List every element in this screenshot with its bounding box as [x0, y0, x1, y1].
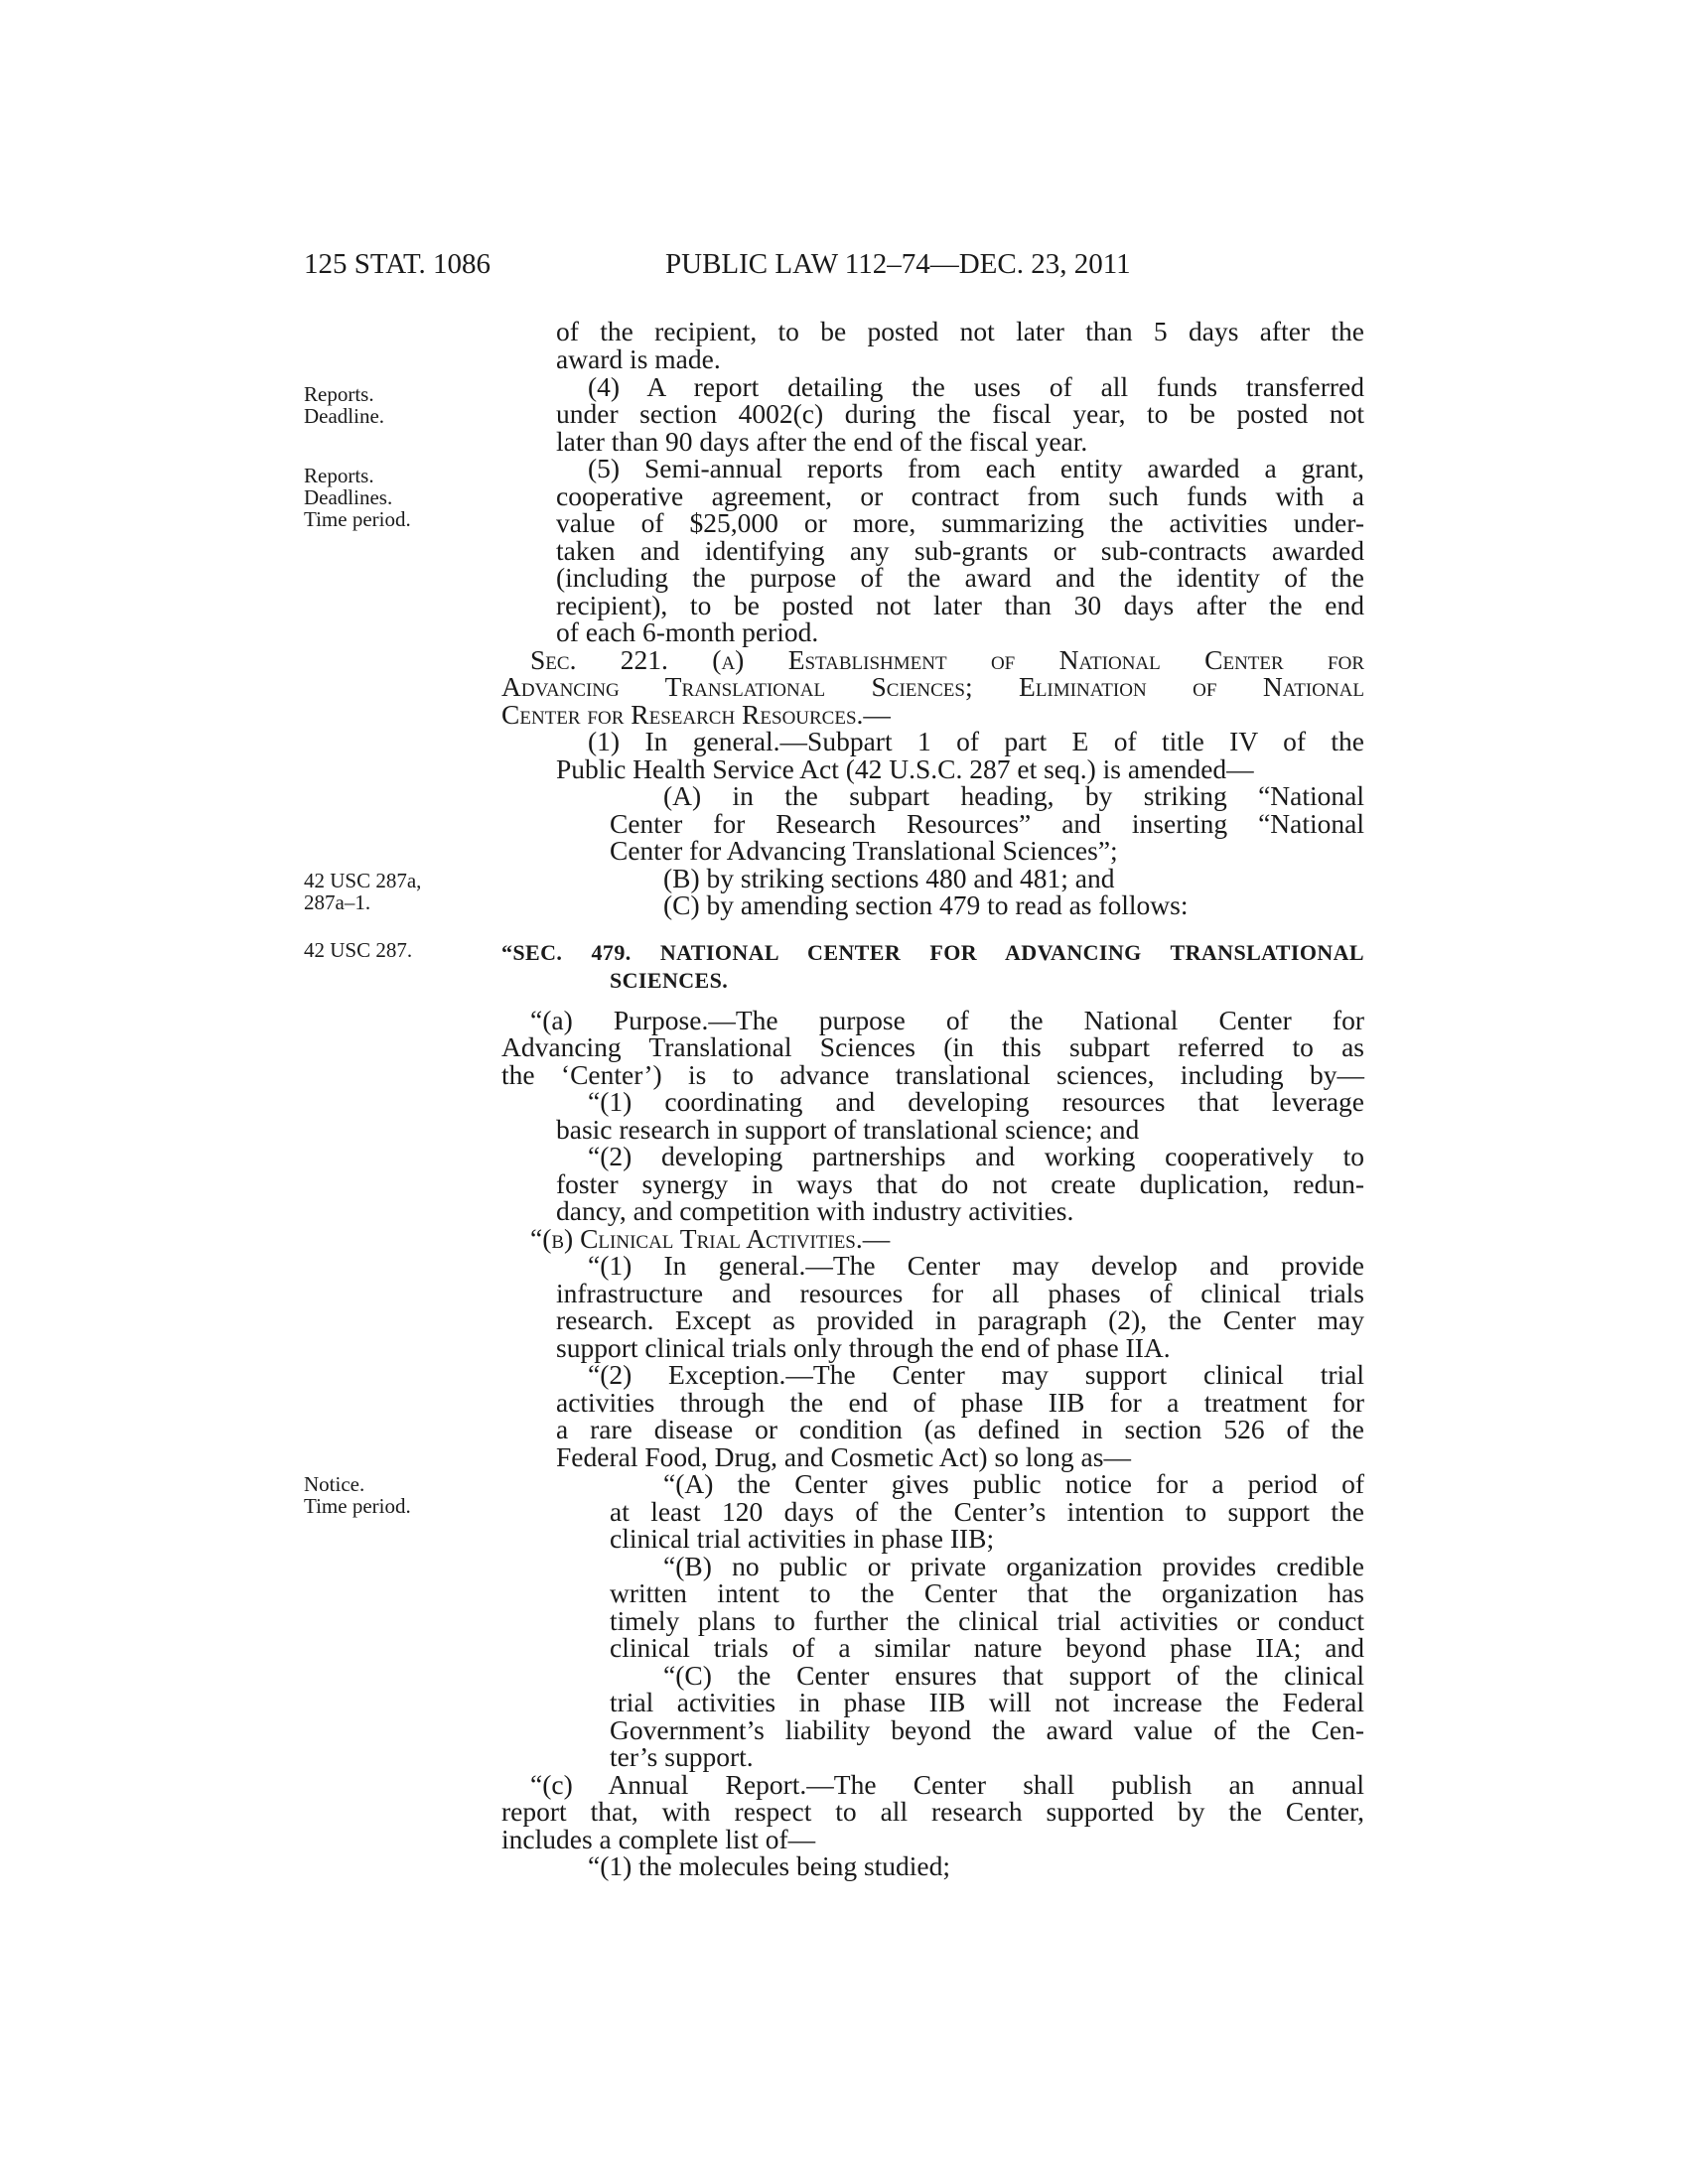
body-line: (B) by striking sections 480 and 481; and [663, 863, 1115, 893]
section-479-heading: SCIENCES. [610, 968, 729, 993]
body-line: “(1) In general.—The Center may develop and provide [588, 1250, 1364, 1281]
body-line: “(c) Annual Report.—The Center shall publish an annual [530, 1769, 1364, 1800]
body-line: ter’s support. [610, 1741, 754, 1772]
section-221-heading: Center for Research Resources.— [501, 699, 891, 730]
body-line: dancy, and competition with industry activities. [556, 1195, 1074, 1226]
body-line: of the recipient, to be posted not later than 5 days after the [556, 316, 1364, 346]
body-line: Center for Research Resources” and inserting “National [610, 808, 1364, 839]
body-line: award is made. [556, 343, 721, 374]
body-line: (A) in the subpart heading, by striking “National [663, 780, 1364, 811]
body-line: (4) A report detailing the uses of all funds transferred [588, 371, 1364, 402]
body-line: (including the purpose of the award and the identity of the [556, 562, 1364, 593]
body-line: Federal Food, Drug, and Cosmetic Act) so long as— [556, 1441, 1131, 1472]
margin-note-notice-time: Notice. Time period. [304, 1472, 411, 1518]
body-line: “(A) the Center gives public notice for a period of [663, 1468, 1364, 1499]
body-line: “(1) the molecules being studied; [588, 1850, 951, 1881]
body-line: “(1) coordinating and developing resources that leverage [588, 1086, 1364, 1117]
body-line: cooperative agreement, or contract from such funds with a [556, 480, 1364, 511]
body-line: “(2) Exception.—The Center may support clinical trial [588, 1359, 1364, 1390]
section-479-heading: “SEC. 479. NATIONAL CENTER FOR ADVANCING TRANSLATIONAL [501, 940, 1364, 965]
body-line: research. Except as provided in paragraph (2), the Center may [556, 1304, 1364, 1335]
body-line: timely plans to further the clinical trial activities or conduct [610, 1605, 1364, 1636]
body-line: Advancing Translational Sciences (in this subpart referred to as [501, 1031, 1364, 1062]
body-line: of each 6-month period. [556, 616, 819, 647]
body-line: report that, with respect to all research supported by the Center, [501, 1796, 1364, 1827]
body-line: basic research in support of translational science; and [556, 1114, 1140, 1145]
body-line: Public Health Service Act (42 U.S.C. 287 et seq.) is amended— [556, 753, 1254, 784]
section-221-heading: Sec. 221. (a) Establishment of National Center for [530, 644, 1364, 675]
body-line: Center for Advancing Translational Sciences”; [610, 835, 1118, 866]
body-line: (C) by amending section 479 to read as follows: [663, 889, 1189, 920]
margin-note-usc-287a: 42 USC 287a, 287a–1. [304, 869, 422, 914]
body-line: “(b) Clinical Trial Activities.— [530, 1223, 891, 1254]
section-221-heading: Advancing Translational Sciences; Elimination of National [501, 671, 1364, 702]
margin-note-usc-287: 42 USC 287. [304, 938, 413, 962]
margin-note-reports-deadline: Reports. Deadline. [304, 382, 385, 428]
body-line: (5) Semi-annual reports from each entity awarded a grant, [588, 453, 1364, 483]
body-line: “(2) developing partnerships and working cooperatively to [588, 1141, 1364, 1171]
body-line: infrastructure and resources for all phases of clinical trials [556, 1278, 1364, 1308]
body-line: “(a) Purpose.—The purpose of the National Center for [530, 1005, 1364, 1035]
body-line: support clinical trials only through the end of phase IIA. [556, 1332, 1171, 1363]
body-line: written intent to the Center that the organization has [610, 1577, 1364, 1608]
body-line: foster synergy in ways that do not create duplication, redun- [556, 1168, 1364, 1199]
body-line: Government’s liability beyond the award value of the Cen- [610, 1714, 1364, 1745]
body-line: the ‘Center’) is to advance translational sciences, including by— [501, 1059, 1364, 1090]
body-line: clinical trials of a similar nature beyond phase IIA; and [610, 1632, 1364, 1663]
body-line: “(C) the Center ensures that support of the clinical [663, 1660, 1364, 1691]
page-title: PUBLIC LAW 112–74—DEC. 23, 2011 [665, 248, 1131, 280]
body-line: value of $25,000 or more, summarizing the activities under- [556, 507, 1364, 538]
body-line: includes a complete list of— [501, 1824, 816, 1854]
body-line: (1) In general.—Subpart 1 of part E of title IV of the [588, 726, 1364, 756]
page-stat-reference: 125 STAT. 1086 [304, 248, 492, 280]
body-line: recipient), to be posted not later than 30 days after the end [556, 590, 1364, 620]
body-line: later than 90 days after the end of the fiscal year. [556, 426, 1088, 457]
body-line: under section 4002(c) during the fiscal year, to be posted not [556, 398, 1364, 429]
body-line: clinical trial activities in phase IIB; [610, 1523, 995, 1554]
body-line: trial activities in phase IIB will not increase the Federal [610, 1687, 1364, 1717]
body-line: at least 120 days of the Center’s intention to support the [610, 1496, 1364, 1527]
body-line: taken and identifying any sub-grants or sub-contracts awarded [556, 535, 1364, 566]
body-line: “(B) no public or private organization provides credible [663, 1551, 1364, 1581]
body-line: a rare disease or condition (as defined in section 526 of the [556, 1414, 1364, 1444]
margin-note-reports-deadlines-time: Reports. Deadlines. Time period. [304, 464, 411, 531]
body-line: activities through the end of phase IIB for a treatment for [556, 1387, 1364, 1418]
